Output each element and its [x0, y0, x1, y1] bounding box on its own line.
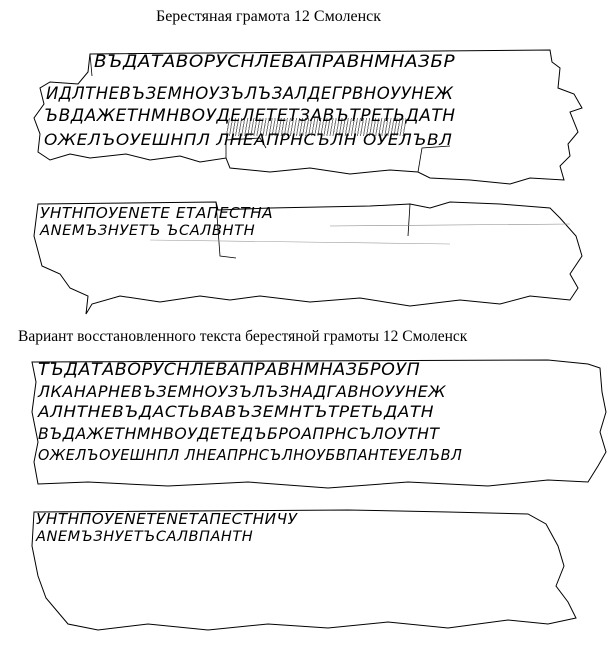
original-upper-fragment [30, 48, 590, 188]
reconstruction-lower-line-2: АNЕМЪЗНУЕТЪСАЛВПАНТН [36, 529, 254, 545]
original-upper-line-2: ИДЛТНЕВЪЗЕМНОУЗЪЛЪЗАЛДЕГРВНОУУНЕЖ [46, 84, 454, 103]
reconstruction-subtitle: Вариант восстановленного текста берестяной грамоты 12 Смоленск [18, 328, 468, 345]
reconstruction-upper-line-3: АЛНТНЕВЪДАСТЬВАВЪЗЕМНТЪТРЕТЬДАТН [38, 402, 435, 421]
original-lower-line-2: АNЕМЪЗНУЕТЪ ЪСАЛВНТН [40, 223, 256, 239]
original-lower-line-1: УНТНПОУЕNЕТЕ ЕТАПЕСТНА [40, 204, 274, 222]
reconstruction-lower-line-1: УНТНПОУЕNЕТЕNЕТАПЕСТНИЧУ [36, 510, 298, 528]
reconstruction-upper-line-4: ВЪДАЖЕТНМНВОУДЕТЕДЪБРОАПРНСЪЛОУТНТ [38, 424, 440, 443]
document-title: Берестяная грамота 12 Смоленск [156, 8, 382, 25]
reconstruction-upper-line-1: ТЪДАТАВОРУСНЛЕВАПРАВНМНАЗБРОУП [38, 360, 421, 379]
original-upper-line-4: ОЖЕЛЪОУЕШНПЛ ЛНЕАПРНСЪЛН ОУЕЛЪВЛ [44, 130, 453, 149]
original-lower-fragment [30, 196, 590, 322]
original-upper-line-3: ЪВДАЖЕТНМНВОУДЕЛЕТЕТЗАВЪТРЕТЬДАТН [44, 106, 456, 125]
original-upper-line-1: ВЪДАТАВОРУСНЛЕВАПРАВНМНАЗБР [94, 52, 456, 72]
reconstruction-upper-fragment [28, 352, 608, 492]
reconstruction-upper-line-5: ОЖЕЛЪОУЕШНПЛ ЛНЕАПРНСЪЛНОУБВПАНТЕУЕЛЪВЛ [38, 446, 463, 464]
reconstruction-upper-line-2: ЛКАНАРНЕВЪЗЕМНОУЗЪЛЪЗНАДГАВНОУУНЕЖ [38, 382, 446, 401]
reconstruction-lower-fragment [28, 506, 588, 636]
